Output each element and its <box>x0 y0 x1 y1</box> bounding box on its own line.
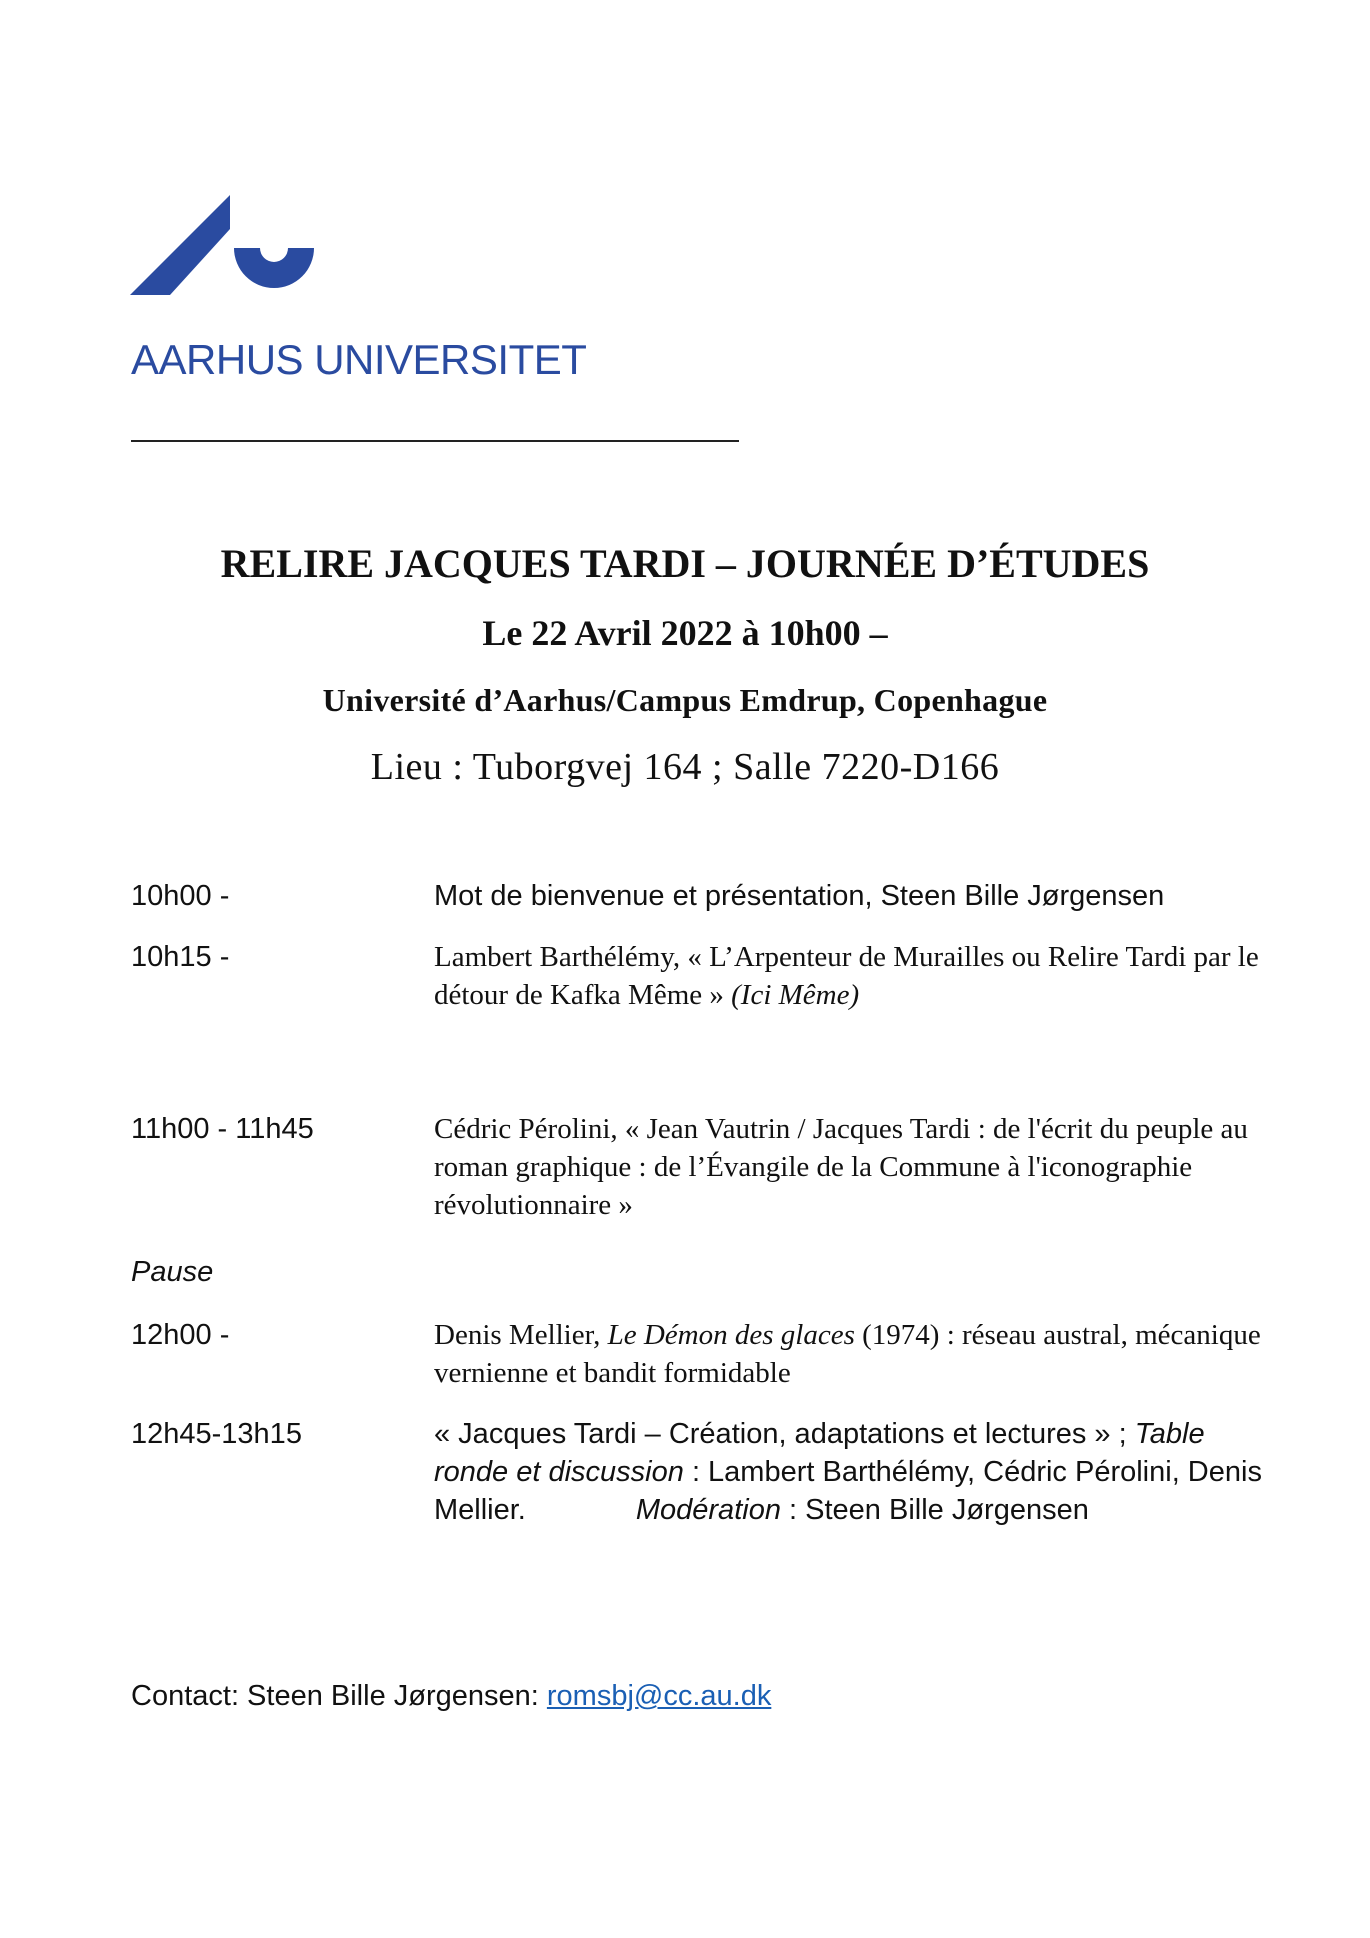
roundtable-format: Table ronde et discussion <box>434 1418 1205 1488</box>
program-desc <box>434 1415 1264 1529</box>
event-date: Le 22 Avril 2022 à 10h00 – <box>482 613 888 653</box>
program-text-after: (1974) : réseau austral, mécanique vernienne et bandit formidable <box>434 1319 1261 1389</box>
program-desc: Mot de bienvenue et présentation, Steen Bille Jørgensen <box>434 880 1165 912</box>
program-time: 12h00 - <box>131 1319 230 1351</box>
au-logo-icon <box>130 195 330 295</box>
program-text-before: Denis Mellier, <box>434 1319 601 1351</box>
program-time: 10h00 - <box>131 880 230 912</box>
moderator: : Steen Bille Jørgensen <box>789 1494 1089 1526</box>
contact-label: Contact: Steen Bille Jørgensen: <box>131 1680 539 1712</box>
contact-line <box>131 1680 771 1713</box>
header-divider <box>131 440 739 442</box>
program-italic: Le Démon des glaces <box>607 1319 855 1351</box>
program-italic: (Ici Même) <box>731 979 860 1011</box>
pause-label: Pause <box>131 1256 214 1288</box>
program-text: Lambert Barthélémy, « L’Arpenteur de Murailles ou Relire Tardi par le détour de Kafka Même » <box>434 941 1259 1011</box>
program-time: 10h15 - <box>131 941 230 973</box>
event-location: Lieu : Tuborgvej 164 ; Salle 7220-D166 <box>370 746 1000 788</box>
program-desc: Cédric Pérolini, « Jean Vautrin / Jacques Tardi : de l'écrit du peuple au roman graphique : de l’Évangile de la Commune à l'iconographie révolutionnaire » <box>434 1113 1248 1221</box>
program-desc <box>434 1316 1264 1392</box>
event-title: RELIRE JACQUES TARDI – JOURNÉE D’ÉTUDES <box>220 541 1150 586</box>
roundtable-participants: : Lambert Barthélémy, Cédric Pérolini, Denis Mellier. <box>434 1456 1262 1526</box>
program-desc <box>434 938 1264 1014</box>
moderation-label: Modération <box>635 1494 781 1526</box>
roundtable-title: « Jacques Tardi – Création, adaptations et lectures » ; <box>434 1418 1127 1450</box>
event-institution: Université d’Aarhus/Campus Emdrup, Copenhague <box>322 682 1048 718</box>
contact-email-link[interactable]: romsbj@cc.au.dk <box>546 1680 772 1712</box>
program-time: 11h00 - 11h45 <box>131 1113 314 1145</box>
program-time: 12h45-13h15 <box>131 1418 302 1450</box>
university-name: AARHUS UNIVERSITET <box>131 336 587 383</box>
